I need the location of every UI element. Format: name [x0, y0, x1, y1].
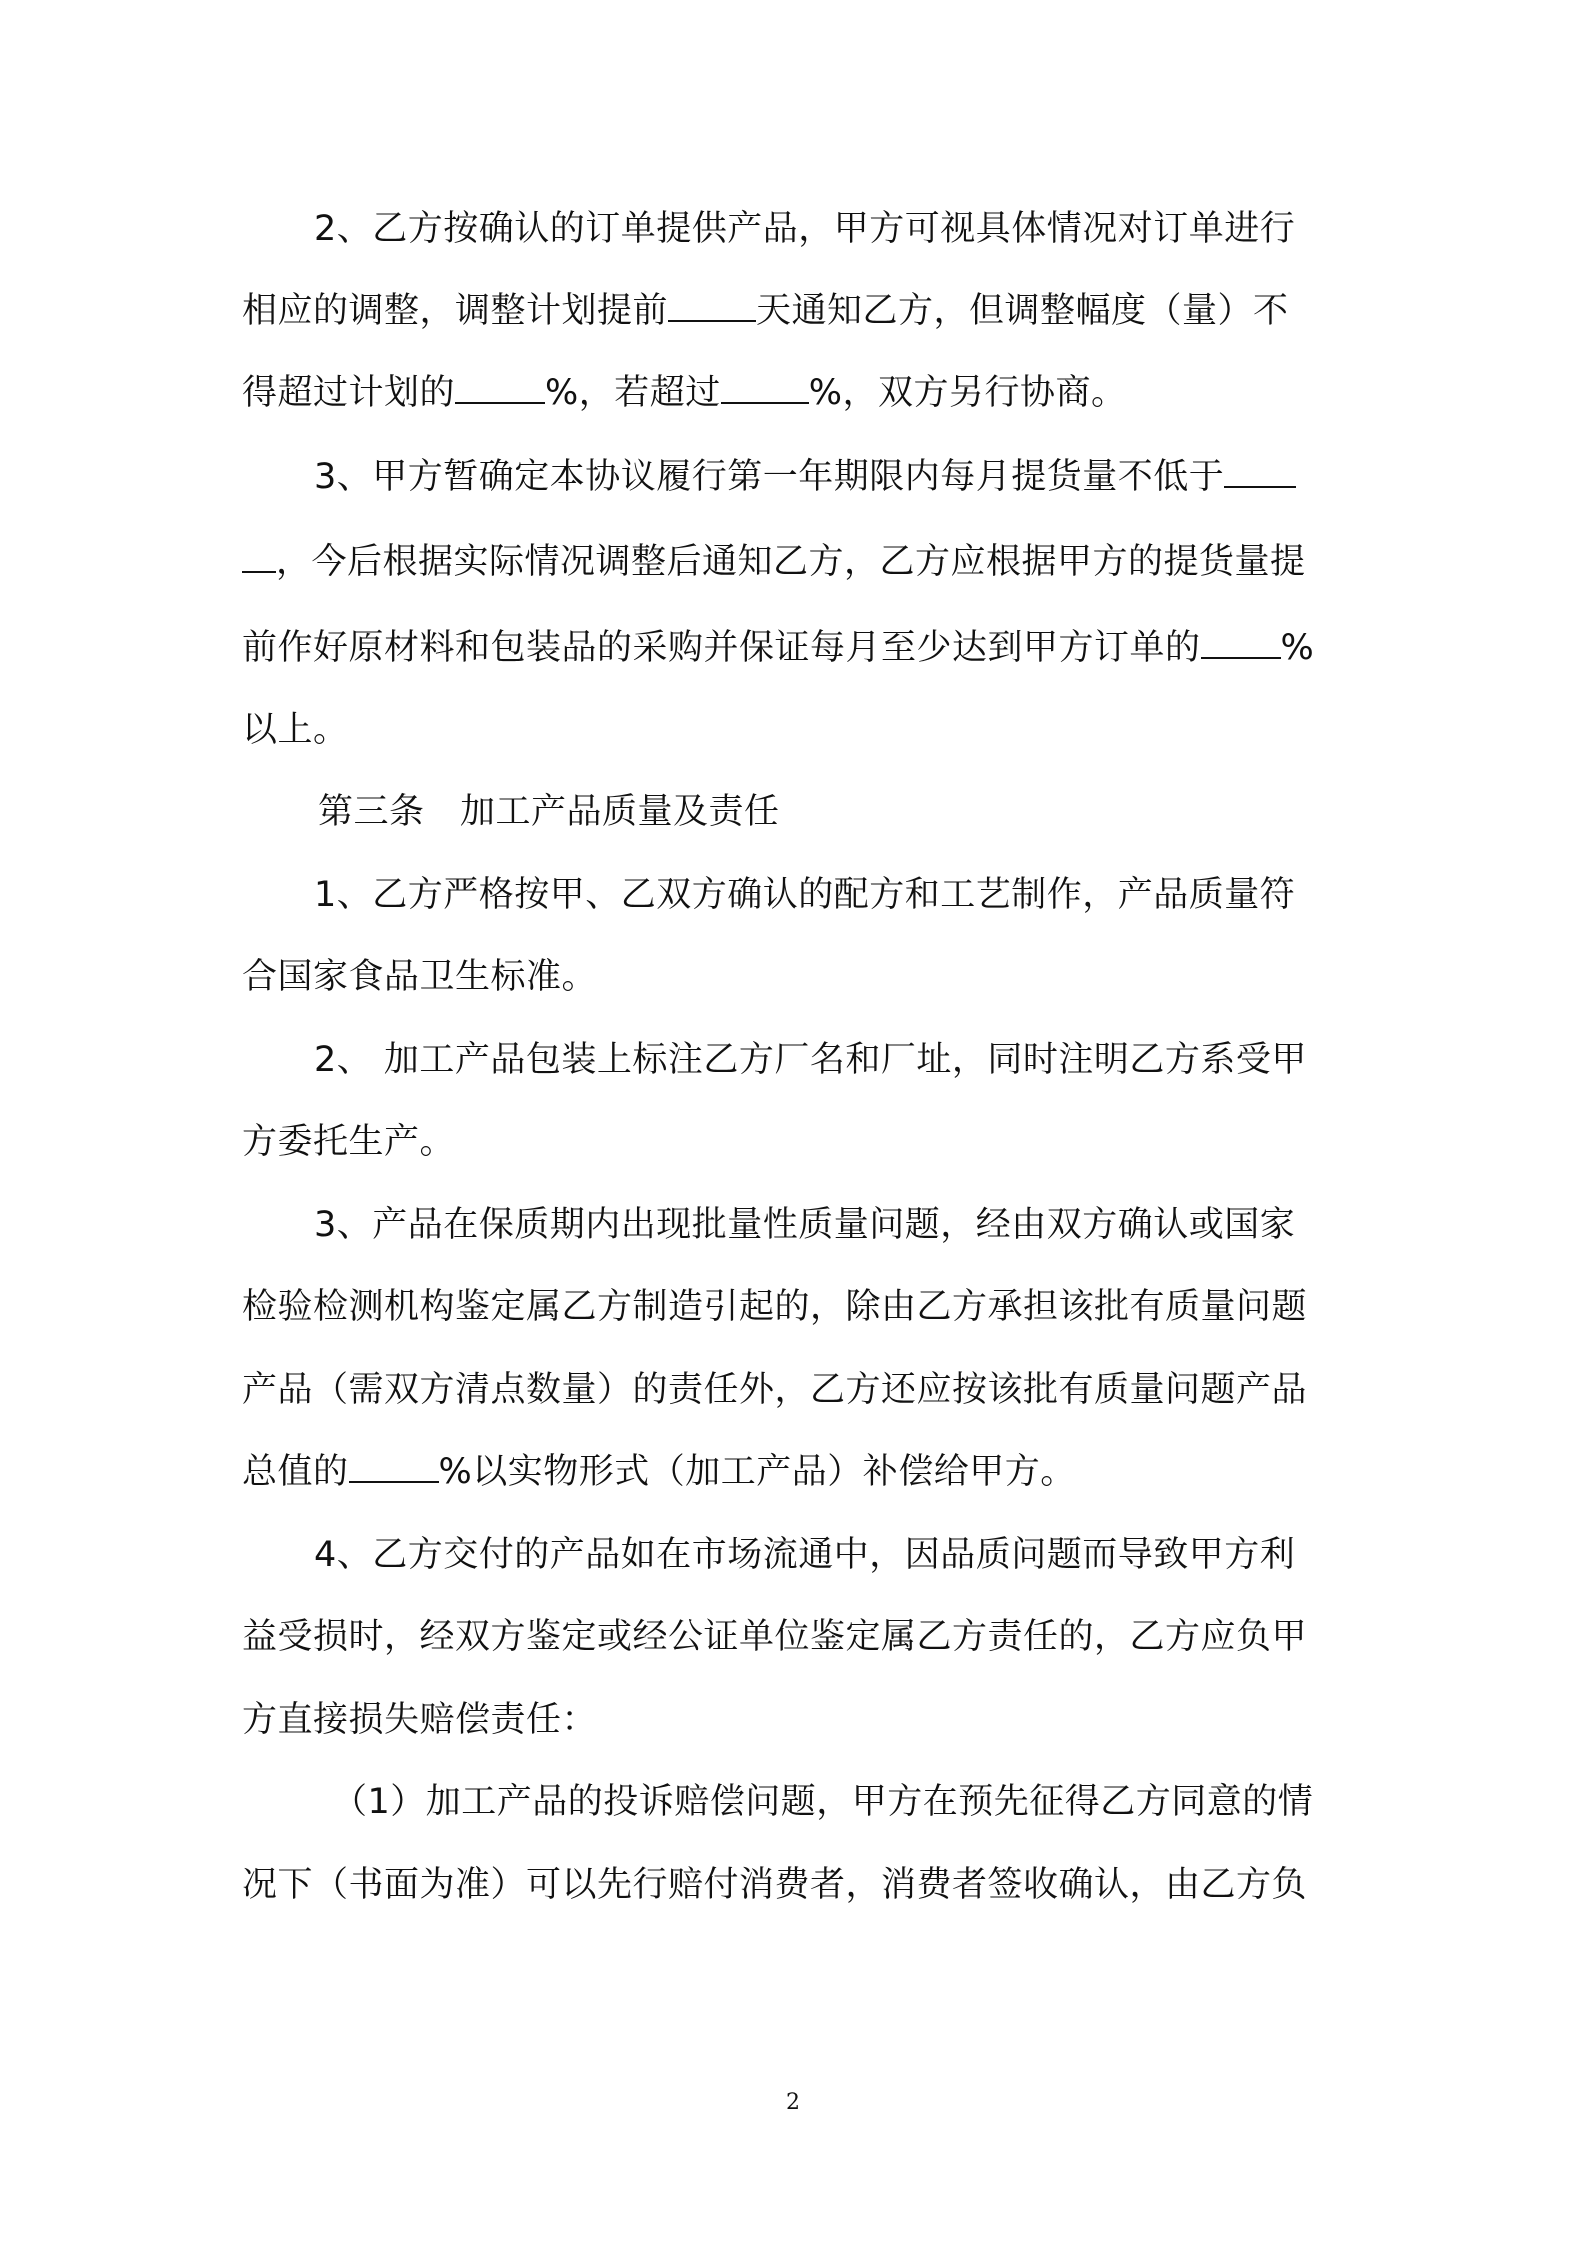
- fill-in-blank-quantity-cont[interactable]: [242, 541, 276, 573]
- text-segment: 方直接损失赔偿责任：: [242, 1700, 598, 1740]
- section-clause-3-line-2: [242, 1285, 1307, 1329]
- fill-in-blank-quantity[interactable]: [1224, 456, 1296, 488]
- fill-in-blank-percent[interactable]: [455, 372, 545, 404]
- text-segment: 相应的调整，调整计划提前: [242, 291, 669, 331]
- text-segment: 益受损时，经双方鉴定或经公证单位鉴定属乙方责任的，乙方应负甲: [242, 1617, 1308, 1657]
- section-clause-4-line-2: [242, 1615, 1307, 1659]
- clause-3-line-4: [242, 708, 349, 752]
- fill-in-blank-percent[interactable]: [349, 1451, 439, 1483]
- section-clause-2-line-2: [242, 1120, 455, 1164]
- section-clause-4-line-3: [242, 1698, 597, 1742]
- sub-item-1-line-1: [332, 1780, 1313, 1824]
- text-segment: 4、乙方交付的产品如在市场流通中，因品质问题而导致甲方利: [314, 1535, 1296, 1575]
- text-segment: 1、乙方严格按甲、乙双方确认的配方和工艺制作，产品质量符: [314, 875, 1296, 915]
- fill-in-blank-percent[interactable]: [721, 372, 809, 404]
- text-segment: 况下（书面为准）可以先行赔付消费者，消费者签收确认，由乙方负: [242, 1865, 1308, 1905]
- section-clause-3-line-3: [242, 1368, 1307, 1412]
- section-clause-2-line-1: [314, 1038, 1307, 1082]
- text-segment: 产品（需双方清点数量）的责任外，乙方还应按该批有质量问题产品: [242, 1370, 1308, 1410]
- section-heading-text: 第三条 加工产品质量及责任: [318, 792, 780, 832]
- text-segment: 天通知乙方，但调整幅度（量）不: [756, 291, 1289, 331]
- text-segment: 总值的: [242, 1452, 349, 1492]
- section-heading: [318, 790, 780, 834]
- fill-in-blank-days[interactable]: [668, 290, 756, 322]
- text-segment: 合国家食品卫生标准。: [242, 957, 598, 997]
- text-segment: 前作好原材料和包装品的采购并保证每月至少达到甲方订单的: [242, 628, 1201, 668]
- text-segment: %，若超过: [545, 373, 721, 413]
- clause-2-line-3: [242, 371, 1127, 415]
- text-segment: %: [1280, 628, 1315, 668]
- page-number: 2: [786, 2090, 800, 2115]
- section-clause-4-line-1: [314, 1533, 1295, 1577]
- section-clause-1-line-1: [314, 873, 1295, 917]
- sub-item-1-line-2: [242, 1863, 1307, 1907]
- text-segment: 检验检测机构鉴定属乙方制造引起的，除由乙方承担该批有质量问题: [242, 1287, 1308, 1327]
- clause-3-line-2: [242, 540, 1306, 584]
- text-segment: ，今后根据实际情况调整后通知乙方，乙方应根据甲方的提货量提: [276, 542, 1306, 582]
- text-segment: 得超过计划的: [242, 373, 456, 413]
- section-clause-1-line-2: [242, 955, 597, 999]
- clause-3-line-3: [242, 626, 1314, 670]
- text-segment: %以实物形式（加工产品）补偿给甲方。: [438, 1452, 1076, 1492]
- text-segment: （1）加工产品的投诉赔偿问题，甲方在预先征得乙方同意的情: [332, 1782, 1314, 1822]
- text-segment: %，双方另行协商。: [808, 373, 1127, 413]
- text-segment: 以上。: [242, 710, 349, 750]
- text-segment: 3、产品在保质期内出现批量性质量问题，经由双方确认或国家: [314, 1205, 1296, 1245]
- clause-2-line-1: [314, 207, 1295, 251]
- section-clause-3-line-4: [242, 1450, 1076, 1494]
- clause-2-line-2: [242, 289, 1289, 333]
- section-clause-3-line-1: [314, 1203, 1295, 1247]
- text-segment: 3、甲方暂确定本协议履行第一年期限内每月提货量不低于: [314, 457, 1225, 497]
- text-segment: 2、乙方按确认的订单提供产品，甲方可视具体情况对订单进行: [314, 209, 1296, 249]
- clause-3-line-1: [314, 455, 1296, 499]
- text-segment: 2、 加工产品包装上标注乙方厂名和厂址，同时注明乙方系受甲: [314, 1040, 1307, 1080]
- text-segment: 方委托生产。: [242, 1122, 456, 1162]
- fill-in-blank-percent[interactable]: [1201, 627, 1281, 659]
